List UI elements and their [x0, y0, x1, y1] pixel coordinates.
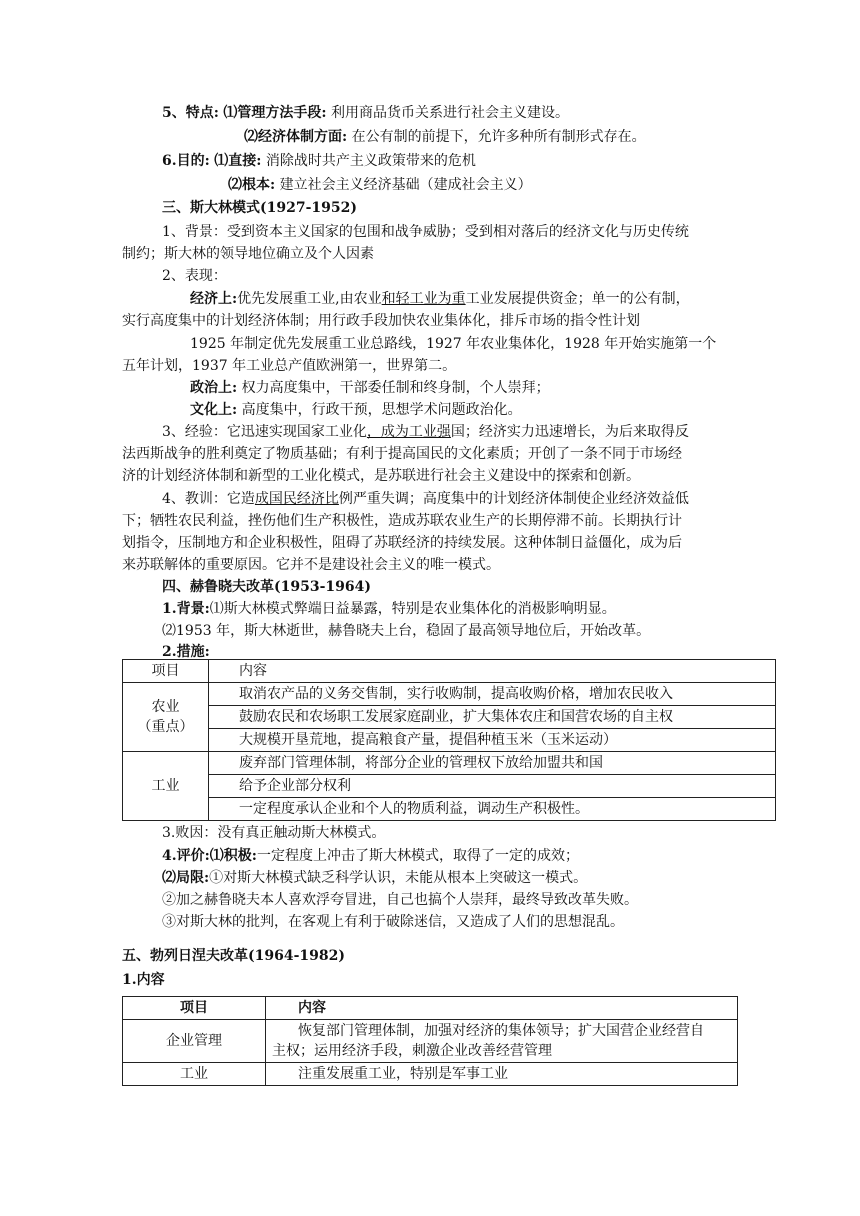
table-header-item: 项目 [123, 997, 266, 1020]
s6-key-2: ⑵根本: [228, 177, 276, 193]
stalin-cul-text: 高度集中，行政干预，思想学术问题政治化。 [241, 402, 522, 418]
khrushchev-eval-pos-key: ⑴积极: [209, 848, 257, 864]
table-cell: 取消农产品的义务交售制，实行收购制，提高收购价格，增加农民收入 [209, 683, 776, 706]
khrushchev-lim-1 [162, 868, 587, 888]
table-cell-agriculture [123, 683, 209, 752]
khrushchev-bg-1-text: ⑴斯大林模式弊端日益暴露，特别是农业集体化的消极影响明显。 [209, 601, 616, 617]
agriculture-note: （重点） [137, 719, 194, 735]
s5-text-1: 利用商品货币关系进行社会主义建设。 [331, 105, 569, 121]
stalin-pol-text: 权力高度集中，干部委任制和终身制，个人崇拜； [241, 380, 550, 396]
brezhnev-content: 1.内容 [122, 972, 165, 988]
s6-heading: 6.目的: [162, 153, 210, 169]
stalin-econ-key: 经济上: [190, 291, 238, 307]
table-cell: 一定程度承认企业和个人的物质利益，调动生产积极性。 [209, 798, 776, 821]
table-row [123, 798, 776, 821]
stalin-cul [190, 400, 522, 420]
stalin-econ-2: 实行高度集中的计划经济体制；用行政手段加快农业集体化，排斥市场的指令性计划 [122, 313, 640, 329]
s5-key-1: ⑴管理方法手段: [223, 105, 327, 121]
enterprise-content-2: 主权；运用经济手段，刺激企业改善经营管理 [272, 1043, 552, 1059]
stalin-econ-1b: 工业发展提供资金；单一的公有制， [465, 291, 690, 307]
s6-line-1 [162, 151, 476, 171]
s5-key-2: ⑵经济体制方面: [244, 129, 348, 145]
stalin-exp-1u: ，成为工业强 [366, 424, 451, 440]
khrushchev-measures-table [122, 659, 776, 821]
khrushchev-eval-key: 4.评价: [162, 848, 210, 864]
stalin-year-1: 1925 年制定优先发展重工业总路线，1927 年农业集体化，1928 年开始实施第一个 [190, 336, 717, 352]
agriculture-label: 农业 [151, 699, 180, 715]
khrushchev-title: 四、赫鲁晓夫改革(1953-1964) [162, 579, 371, 595]
stalin-econ-1a: 优先发展重工业,由农业 [237, 291, 382, 307]
stalin-exp-2: 法西斯战争的胜利奠定了物质基础；有利于提高国民的文化素质；开创了一条不同于市场经 [122, 446, 682, 462]
stalin-cul-key: 文化上: [190, 402, 238, 418]
table-row [123, 729, 776, 752]
s5-line-1 [162, 103, 569, 123]
khrushchev-lim-2: ②加之赫鲁晓夫本人喜欢浮夸冒进，自己也搞个人崇拜，最终导致改革失败。 [162, 892, 638, 908]
khrushchev-bg-2: ⑵1953 年，斯大林逝世，赫鲁晓夫上台，稳固了最高领导地位后，开始改革。 [162, 623, 651, 639]
stalin-les-3: 划指令，压制地方和企业积极性，阻碍了苏联经济的持续发展。这种体制日益僵化，成为后 [122, 535, 682, 551]
khrushchev-eval-pos: 一定程度上冲击了斯大林模式，取得了一定的成效； [256, 848, 579, 864]
stalin-les-2: 下；牺牲农民利益，挫伤他们生产积极性，造成苏联农业生产的长期停滞不前。长期执行计 [122, 513, 682, 529]
khrushchev-bg-1 [162, 599, 616, 619]
stalin-exp-1 [162, 422, 689, 442]
s5-text-2: 在公有制的前提下，允许多种所有制形式存在。 [351, 129, 646, 145]
table-cell: 注重发展重工业，特别是军事工业 [266, 1063, 738, 1086]
table-header-item: 项目 [123, 660, 209, 683]
table-cell-enterprise: 企业管理 [123, 1020, 266, 1063]
table-header-content: 内容 [209, 660, 776, 683]
table-row [123, 706, 776, 729]
stalin-year-2: 五年计划，1937 年工业总产值欧洲第一，世界第二。 [122, 358, 457, 374]
table-row [123, 752, 776, 775]
table-cell: 废弃部门管理体制，将部分企业的管理权下放给加盟共和国 [209, 752, 776, 775]
khrushchev-lim-1-text: ①对斯大林模式缺乏科学认识，未能从根本上突破这一模式。 [209, 870, 588, 886]
khrushchev-fail: 3.败因：没有真正触动斯大林模式。 [162, 825, 386, 841]
table-cell: 给予企业部分权利 [209, 775, 776, 798]
stalin-les-1b: 例严重失调；高度集中的计划经济体制使企业经济效益低 [338, 491, 689, 507]
stalin-exp-1b: 国；经济实力迅速增长，为后来取得反 [450, 424, 689, 440]
s6-key-1: ⑴直接: [214, 153, 262, 169]
table-row [123, 775, 776, 798]
khrushchev-bg-key: 1.背景: [162, 601, 210, 617]
table-cell: 鼓励农民和农场职工发展家庭副业，扩大集体农庄和国营农场的自主权 [209, 706, 776, 729]
brezhnev-title: 五、勃列日涅夫改革(1964-1982) [122, 948, 345, 964]
s6-text-1: 消除战时共产主义政策带来的危机 [265, 153, 476, 169]
khrushchev-lim-key: ⑵局限: [162, 870, 210, 886]
stalin-les-1u: 成国民经济比 [254, 491, 339, 507]
stalin-pol [190, 378, 550, 398]
stalin-econ-1u: 和轻工业为重 [381, 291, 466, 307]
stalin-exp-3: 济的计划经济体制和新型的工业化模式，是苏联进行社会主义建设中的探索和创新。 [122, 468, 640, 484]
table-cell: 大规模开垦荒地，提高粮食产量，提倡种植玉米（玉米运动） [209, 729, 776, 752]
stalin-les-4: 来苏联解体的重要原因。它并不是建设社会主义的唯一模式。 [122, 557, 500, 573]
khrushchev-measures: 2.措施: [162, 644, 210, 660]
table-header-content: 内容 [266, 997, 738, 1020]
table-row [123, 1063, 738, 1086]
stalin-title: 三、斯大林模式(1927-1952) [162, 200, 357, 216]
stalin-bg-1: 1、背景：受到资本主义国家的包围和战争威胁；受到相对落后的经济文化与历史传统 [162, 224, 689, 240]
enterprise-content-1: 恢复部门管理体制，加强对经济的集体领导；扩大国营企业经营自 [298, 1023, 704, 1039]
table-cell-industry: 工业 [123, 752, 209, 821]
brezhnev-content-table [122, 996, 738, 1086]
stalin-les-1 [162, 489, 689, 509]
table-header-row [123, 997, 738, 1020]
s6-text-2: 建立社会主义经济基础（建成社会主义） [279, 177, 532, 193]
khrushchev-eval [162, 846, 579, 866]
table-cell [266, 1020, 738, 1063]
stalin-perf: 2、表现： [162, 268, 227, 284]
stalin-bg-2: 制约；斯大林的领导地位确立及个人因素 [122, 246, 374, 262]
s5-line-2 [244, 127, 646, 147]
stalin-pol-key: 政治上: [190, 380, 238, 396]
table-cell-industry: 工业 [123, 1063, 266, 1086]
khrushchev-lim-3: ③对斯大林的批判，在客观上有利于破除迷信，又造成了人们的思想混乱。 [162, 914, 624, 930]
s6-line-2 [228, 175, 532, 195]
table-row [123, 1020, 738, 1063]
stalin-econ-1 [190, 289, 690, 309]
stalin-exp-1a: 3、经验：它迅速实现国家工业化 [162, 424, 367, 440]
s5-heading: 5、特点: [162, 105, 219, 121]
stalin-les-1a: 4、教训：它造 [162, 491, 255, 507]
table-header-row [123, 660, 776, 683]
table-row [123, 683, 776, 706]
